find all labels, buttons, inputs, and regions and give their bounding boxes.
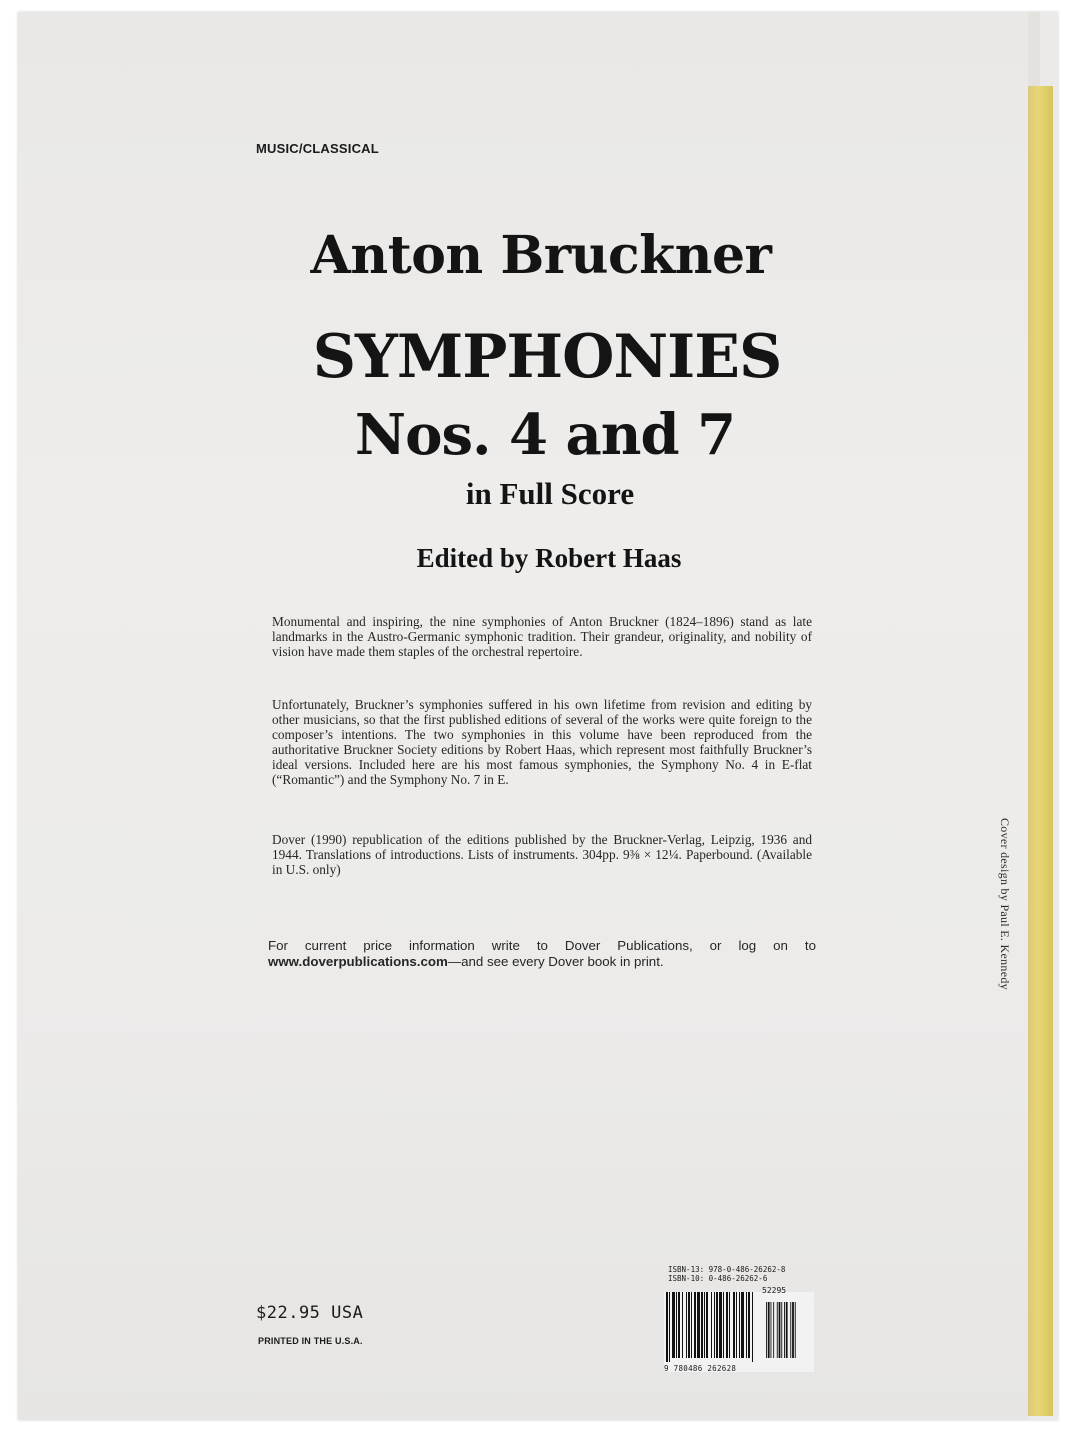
barcode-bar xyxy=(676,1292,677,1358)
barcode-bar xyxy=(697,1292,700,1358)
barcode-bar xyxy=(669,1292,670,1362)
barcode xyxy=(664,1292,814,1372)
addon-bar xyxy=(792,1302,794,1358)
barcode-bar xyxy=(736,1292,737,1358)
barcode-bar xyxy=(682,1292,683,1358)
barcode-bar xyxy=(748,1292,750,1358)
addon-bar xyxy=(773,1302,774,1358)
barcode-bar xyxy=(741,1292,744,1358)
addon-bar xyxy=(784,1302,785,1358)
addon-bar xyxy=(766,1302,767,1358)
editor-credit: Edited by Robert Haas xyxy=(416,543,682,573)
barcode-bar xyxy=(726,1292,728,1358)
barcode-bar xyxy=(719,1292,722,1358)
barcode-price-code: 52295 xyxy=(762,1286,787,1295)
addon-bar xyxy=(781,1302,782,1358)
barcode-bar xyxy=(686,1292,687,1358)
addon-bar xyxy=(790,1302,791,1358)
isbn-13: ISBN-13: 978-0-486-26262-8 xyxy=(668,1265,786,1274)
blurb-paragraph-2: Unfortunately, Bruckner’s symphonies suffered in his own lifetime from revision and editing by other musicians, so that the first published editions of several of the works were quite foreign to the composer’s intentions. The two symphonies in this volume have been reproduced from the authoritative Bruckner Society editions by Robert Haas, which represent most faithfully Bruckner’s ideal versions. Included here are his most famous symphonies, the Symphony No. 4 in E-flat (“Romantic”) and the Symphony No. 7 in E. xyxy=(272,697,812,787)
addon-bar xyxy=(786,1302,788,1358)
barcode-bar xyxy=(704,1292,705,1358)
publisher-url: www.doverpublications.com xyxy=(268,954,448,969)
barcode-bar xyxy=(701,1292,703,1358)
barcode-bar xyxy=(714,1292,715,1358)
isbn-10: ISBN-10: 0-486-26262-6 xyxy=(668,1274,768,1283)
barcode-bar xyxy=(694,1292,696,1358)
barcode-bar xyxy=(666,1292,668,1362)
barcode-bar xyxy=(752,1292,753,1362)
score-note: in Full Score xyxy=(465,476,635,511)
addon-bar xyxy=(771,1302,772,1358)
barcode-bar xyxy=(706,1292,708,1358)
barcode-bar xyxy=(716,1292,718,1358)
barcode-bar xyxy=(733,1292,735,1358)
page-edge xyxy=(1028,12,1040,88)
printed-in-label: PRINTED IN THE U.S.A. xyxy=(258,1336,363,1346)
barcode-bar xyxy=(672,1292,675,1358)
barcode-bar xyxy=(711,1292,712,1358)
book-subtitle: Nos. 4 and 7 xyxy=(354,402,736,468)
author-name: Anton Bruckner xyxy=(310,225,772,286)
blurb-paragraph-1: Monumental and inspiring, the nine symphonies of Anton Bruckner (1824–1896) stand as late landmarks in the Austro-Germanic symphonic tradition. Their grandeur, originality, and nobility of vision have made them staples of the orchestral repertoire. xyxy=(272,614,812,659)
barcode-digits: 9 780486 262628 xyxy=(664,1364,737,1373)
price-info-text-after: —and see every Dover book in print. xyxy=(447,954,664,969)
isbn-block xyxy=(668,1265,814,1283)
cover-design-credit: Cover design by Paul E. Kennedy xyxy=(998,818,1012,990)
barcode-bar xyxy=(739,1292,740,1358)
barcode-bar xyxy=(678,1292,680,1358)
blurb-paragraph-3: Dover (1990) republication of the editions published by the Bruckner-Verlag, Leipzig, 1936 and 1944. Translations of introductions. Lists of instruments. 304pp. 9⅜ × 12¼. Paperbound. (Available in U.S. only) xyxy=(272,832,812,877)
price-label: $22.95 USA xyxy=(256,1303,364,1323)
barcode-bars xyxy=(664,1292,814,1364)
barcode-bar xyxy=(688,1292,690,1358)
category-label: MUSIC/CLASSICAL xyxy=(256,141,379,156)
barcode-bar xyxy=(691,1292,692,1358)
addon-bar xyxy=(768,1302,770,1358)
barcode-bar xyxy=(729,1292,730,1358)
price-info-note xyxy=(268,938,816,970)
price-info-text: For current price information write to Dover Publications, or log on to xyxy=(268,938,816,953)
addon-bar xyxy=(795,1302,796,1358)
addon-bar xyxy=(777,1302,778,1358)
barcode-bar xyxy=(746,1292,747,1358)
barcode-bar xyxy=(723,1292,724,1358)
addon-bar xyxy=(779,1302,781,1358)
book-title: SYMPHONIES xyxy=(312,322,782,392)
